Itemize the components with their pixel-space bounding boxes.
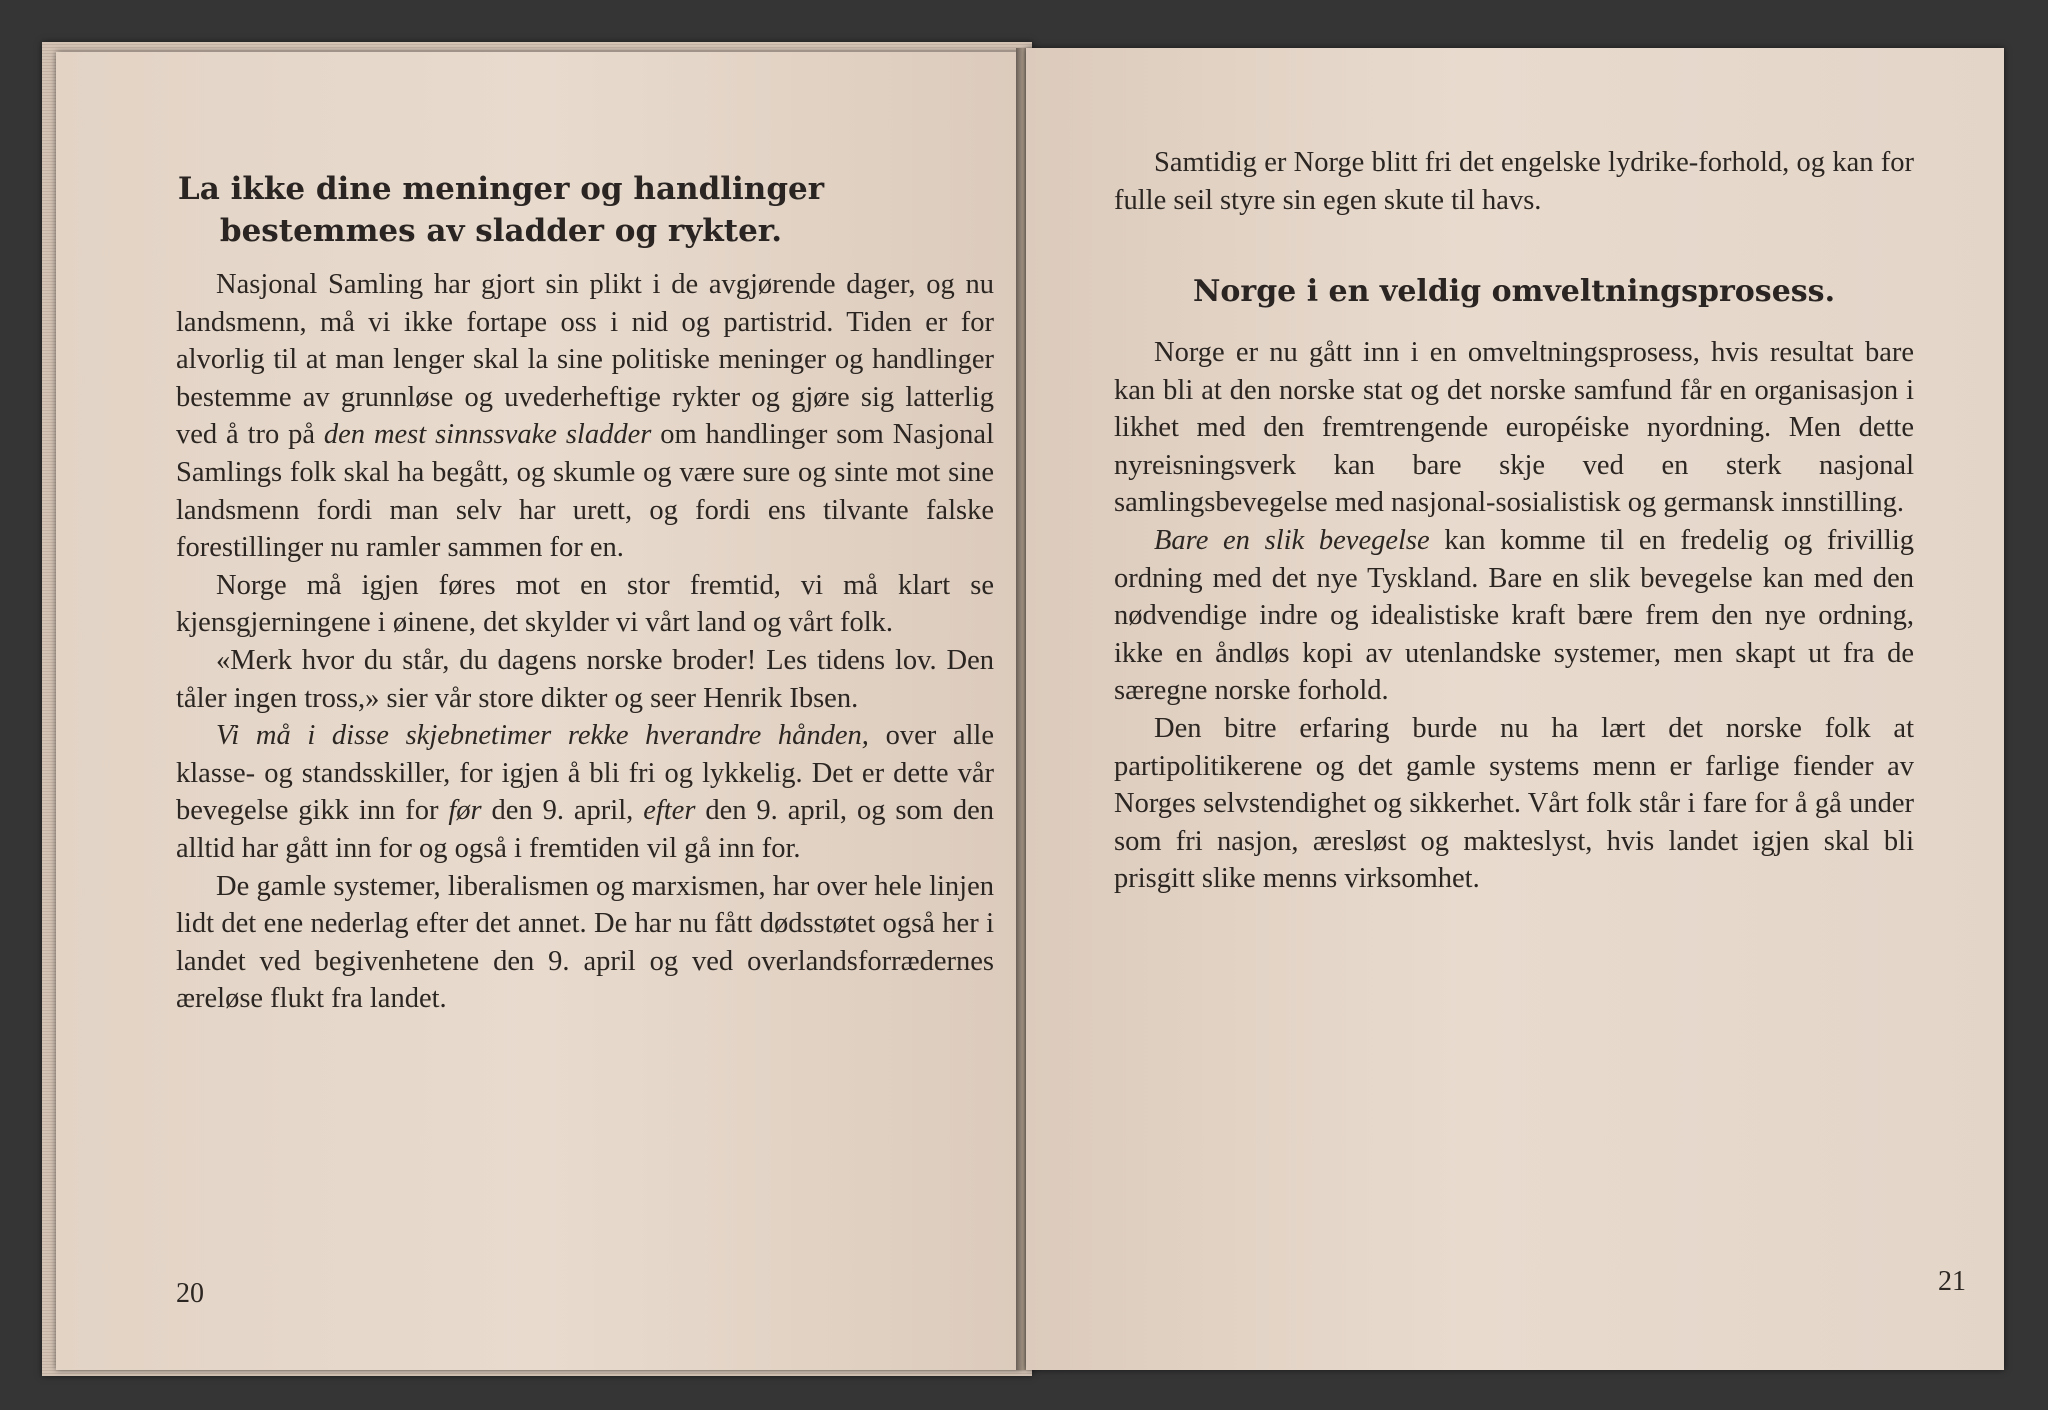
- right-heading: Norge i en veldig omveltningsprosess.: [1192, 274, 1836, 309]
- left-heading-line-1: La ikke dine meninger og handlinger: [177, 171, 825, 207]
- left-paragraph-1: Nasjonal Samling har gjort sin plikt i de avgjørende dager, og nu landsmenn, må vi ikke fortape oss i nid og partistrid. Tiden er for alvorlig til at man lenger skal la sine politiske meninger og handlinger bestemme av grunnløse og uvederheftige rykter og gjøre sig latterlig ved å tro på den mest sinnssvake sladder om handlinger som Nasjonal Samlings folk skal ha begått, og skumle og være sure og sinte mot sine landsmenn fordi man selv har urett, og fordi ens tilvante falske forestillinger nu ramler sammen for en.: [176, 269, 994, 564]
- left-page: [56, 52, 1022, 1370]
- left-paragraph-4: Vi må i disse skjebnetimer rekke hverandre hånden, over alle klasse- og standsskiller, for igjen å bli fri og lykkelig. Det er dette vår bevegelse gikk inn for før den 9. april, efter den 9. april, og som den alltid har gått inn for og også i fremtiden vil gå inn for.: [176, 720, 994, 864]
- right-paragraph-1: Norge er nu gått inn i en omveltningsprosess, hvis resultat bare kan bli at den norske stat og det norske samfund får en organisasjon i likhet med den fremtrengende européiske nyordning. Men dette nyreisningsverk kan bare skje ved en sterk nasjonal samlingsbevegelse med nasjonal-sosialistisk og germansk innstilling.: [1114, 337, 1914, 519]
- right-page: [1026, 48, 2004, 1370]
- left-heading-line-2: bestemmes av sladder og rykter.: [219, 213, 783, 249]
- left-heading: [156, 168, 846, 252]
- right-paragraph-2: Bare en slik bevegelse kan komme til en fredelig og frivillig ordning med det nye Tyskland. Bare en slik bevegelse kan med den nødvendige indre og idealistiske kraft bære frem den nye ordning, ikke en åndløs kopi av utenlandske systemer, men skapt ut fra de særegne norske forhold.: [1114, 524, 1915, 707]
- left-page-number: 20: [176, 1278, 204, 1309]
- right-intro-text: [1114, 144, 1914, 219]
- left-paragraph-5: De gamle systemer, liberalismen og marxismen, har over hele linjen lidt det ene nederlag efter det annet. De har nu fått dødsstøtet også her i landet ved begivenhetene den 9. april og ved overlandsforrædernes æreløse flukt fra landet.: [176, 870, 994, 1015]
- right-paragraph-0: Samtidig er Norge blitt fri det engelske lydrike-forhold, og kan for fulle seil styre sin egen skute til havs.: [1114, 147, 1914, 216]
- left-body-text: [176, 266, 994, 1018]
- right-body-text: [1114, 334, 1914, 898]
- left-paragraph-3: «Merk hvor du står, du dagens norske broder! Les tidens lov. Den tåler ingen tross,» sier vår store dikter og seer Henrik Ibsen.: [176, 644, 994, 714]
- left-paragraph-2: Norge må igjen føres mot en stor fremtid, vi må klart se kjensgjerningene i øinene, det skylder vi vårt land og vårt folk.: [176, 569, 994, 639]
- right-page-number: 21: [1938, 1266, 1966, 1297]
- right-paragraph-3: Den bitre erfaring burde nu ha lært det norske folk at partipolitikerene og det gamle systems menn er farlige fiender av Norges selvstendighet og sikkerhet. Vårt folk står i fare for å gå under som fri nasjon, æresløst og makteslyst, hvis landet igjen skal bli prisgitt slike menns virksomhet.: [1114, 712, 1914, 895]
